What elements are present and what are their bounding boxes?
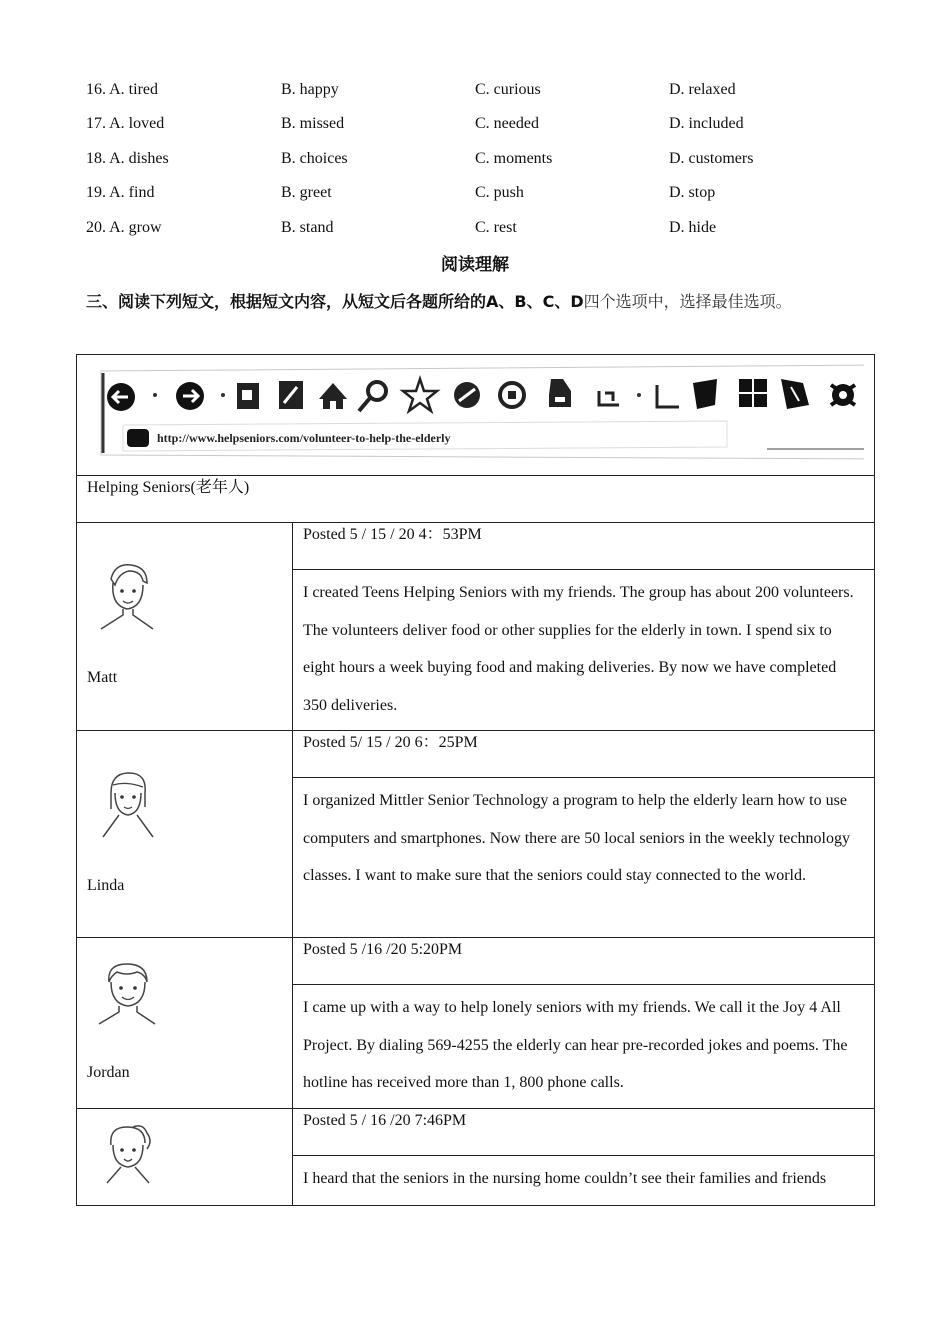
avatar — [97, 1121, 157, 1191]
browser-toolbar-image — [87, 355, 864, 475]
boy-avatar-icon — [97, 559, 157, 633]
post-timestamp: Posted 5/ 15 / 20 6：25PM — [293, 731, 875, 778]
avatar — [97, 559, 157, 629]
tools-icon — [781, 379, 809, 409]
user-cell — [77, 523, 293, 731]
address-url[interactable]: http://www.helpseniors.com/volunteer-to-help-the-elderly — [157, 431, 451, 445]
option-a: 18. A. dishes — [86, 149, 169, 167]
boy-avatar-icon — [97, 958, 157, 1032]
avatar — [97, 958, 157, 1028]
font-icon — [599, 391, 619, 405]
option-a: 16. A. tired — [86, 81, 158, 98]
option-row-19 — [86, 181, 886, 215]
post-header-row — [77, 523, 875, 570]
option-d: D. included — [669, 115, 744, 133]
girl-avatar-icon — [97, 767, 157, 841]
option-b: B. happy — [281, 81, 339, 98]
edit-icon — [279, 381, 303, 409]
user-name: Matt — [87, 669, 118, 686]
option-d: D. hide — [669, 218, 717, 236]
page-icon — [237, 383, 259, 409]
option-c: C. rest — [475, 218, 517, 236]
browser-banner-row — [77, 355, 875, 476]
post-header-row — [77, 731, 875, 778]
post-body: I came up with a way to help lonely seniors with my friends. We call it the Joy 4 All Project. By dialing 569-4255 the elderly can hear pre-recorded jokes and poems. The hotline has received more than 1, 800 phone calls. — [293, 985, 875, 1109]
settings-icon — [831, 384, 855, 406]
option-c: C. curious — [475, 81, 541, 98]
post-body: I organized Mittler Senior Technology a program to help the elderly learn how to use computers and smartphones. Now there are 50 local seniors in the weekly technology classes. I want to make sure that the seniors could stay connected to the world. — [293, 778, 875, 938]
option-c: C. moments — [475, 149, 553, 167]
back-icon — [107, 383, 135, 411]
option-row-18 — [86, 147, 886, 181]
site-title-row — [77, 476, 875, 523]
history-icon — [454, 382, 480, 408]
post-header-row — [77, 938, 875, 985]
forum-table — [76, 354, 875, 1206]
option-b: B. missed — [281, 115, 345, 133]
user-cell — [77, 731, 293, 938]
grid-icon — [739, 379, 767, 407]
search-icon — [359, 382, 386, 411]
option-row-16 — [86, 78, 886, 112]
mail-icon — [500, 383, 524, 407]
forward-icon — [176, 382, 204, 410]
user-name: Linda — [87, 877, 125, 894]
option-c: C. push — [475, 184, 524, 202]
post-timestamp: Posted 5 / 16 /20 7:46PM — [293, 1108, 875, 1155]
site-title: Helping Seniors(老年人) — [77, 476, 875, 523]
instruction-normal: 四个选项中，选择最佳选项。 — [583, 292, 792, 311]
home-icon — [319, 383, 347, 409]
girl-avatar-icon — [97, 1121, 157, 1191]
option-row-17 — [86, 112, 886, 146]
window-icon — [657, 385, 679, 407]
option-a: 17. A. loved — [86, 115, 165, 133]
option-b: B. stand — [281, 218, 334, 236]
option-row-20 — [86, 216, 886, 250]
section-title: 阅读理解 — [441, 255, 509, 275]
avatar — [97, 767, 157, 837]
option-d: D. customers — [669, 149, 754, 167]
star-icon — [403, 379, 437, 411]
user-name: Jordan — [87, 1064, 130, 1081]
option-c: C. needed — [475, 115, 539, 133]
user-cell — [77, 938, 293, 1109]
post-header-row — [77, 1108, 875, 1155]
post-body: I heard that the seniors in the nursing home couldn’t see their families and friends — [293, 1155, 875, 1205]
user-cell — [77, 1108, 293, 1205]
option-d: D. stop — [669, 184, 716, 202]
option-b: B. greet — [281, 184, 332, 202]
post-body: I created Teens Helping Seniors with my friends. The group has about 200 volunteers. The volunteers deliver food or other supplies for the elderly in town. I spend six to eight hours a week buying food and making deliveries. By now we have completed 350 deliveries. — [293, 570, 875, 731]
option-b: B. choices — [281, 149, 348, 167]
answer-options — [86, 78, 886, 250]
option-d: D. relaxed — [669, 81, 736, 98]
option-a: 19. A. find — [86, 184, 155, 202]
post-timestamp: Posted 5 / 15 / 20 4：53PM — [293, 523, 875, 570]
post-timestamp: Posted 5 /16 /20 5:20PM — [293, 938, 875, 985]
browser-banner — [77, 355, 875, 476]
bookmark-icon — [693, 379, 717, 409]
instruction-bold: 三、阅读下列短文，根据短文内容，从短文后各题所给的A、B、C、D — [86, 292, 584, 311]
option-a: 20. A. grow — [86, 218, 162, 236]
print-icon — [549, 379, 571, 407]
instruction — [86, 284, 866, 319]
